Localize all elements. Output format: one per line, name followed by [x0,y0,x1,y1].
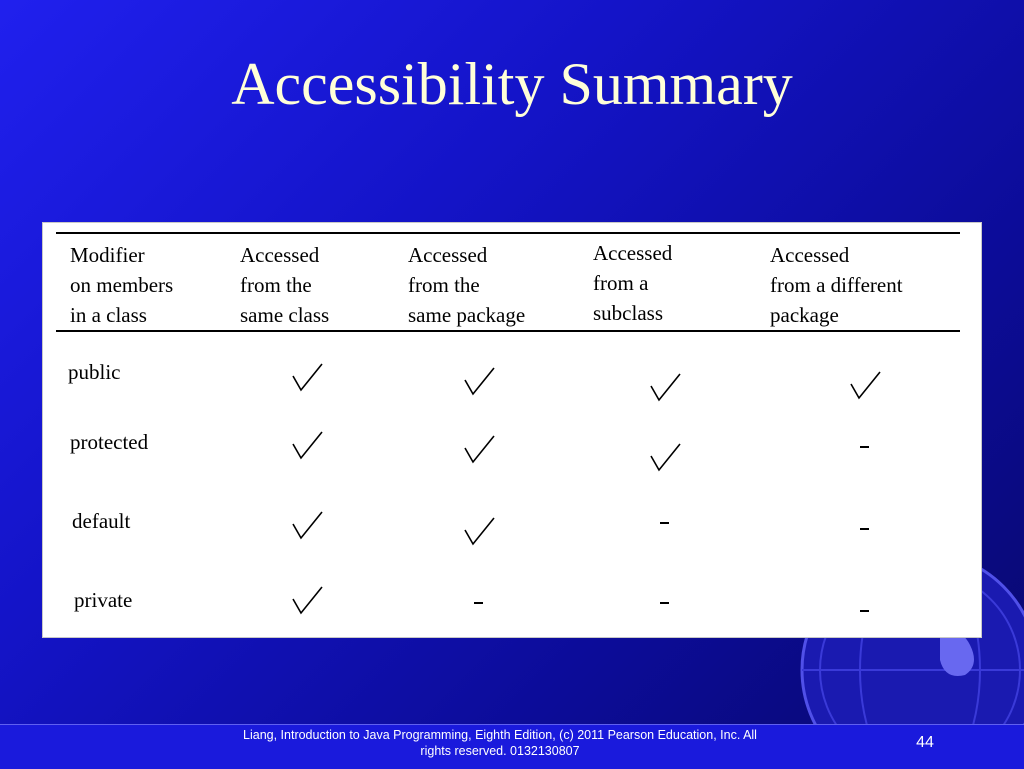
checkmark-icon [290,585,324,615]
checkmark-icon [290,430,324,460]
modifier-public: public [68,360,121,384]
dash-icon [860,610,869,612]
checkmark-icon [648,442,682,472]
column-header-line: from a different [770,273,903,297]
column-header-line: from the [240,273,312,297]
modifier-protected: protected [70,430,149,454]
footer-line-2: rights reserved. 0132130807 [420,744,580,758]
column-header-5 [770,240,903,330]
column-header-line: from a [593,271,649,295]
table-header-rule [56,330,960,332]
modifier-private: private [74,588,133,612]
column-header-line: Accessed [593,241,673,265]
column-header-line: same package [408,303,526,327]
column-header-line: from the [408,273,480,297]
column-header-2 [240,240,329,330]
column-header-line: Modifier [70,243,145,267]
column-header-line: on members [70,273,174,297]
table-top-rule [56,232,960,234]
column-header-line: Accessed [240,243,320,267]
column-header-1 [70,240,173,330]
dash-icon [660,522,669,524]
footer-line-1: Liang, Introduction to Java Programming, Eighth Edition, (c) 2011 Pearson Education, Inc. All [243,728,757,742]
dash-icon [660,602,669,604]
checkmark-icon [462,434,496,464]
column-header-line: same class [240,303,330,327]
checkmark-icon [290,362,324,392]
dash-icon [474,602,483,604]
checkmark-icon [848,370,882,400]
checkmark-icon [462,366,496,396]
column-header-3 [408,240,525,330]
page-number: 44 [916,734,934,751]
dash-icon [860,446,869,448]
modifier-default: default [72,509,131,533]
column-header-line: subclass [593,301,663,325]
checkmark-icon [290,510,324,540]
column-header-line: Accessed [770,243,850,267]
column-header-line: package [770,303,839,327]
column-header-line: Accessed [408,243,488,267]
checkmark-icon [462,516,496,546]
slide-title: Accessibility Summary [231,51,793,117]
checkmark-icon [648,372,682,402]
column-header-line: in a class [70,303,147,327]
column-header-4 [593,238,672,328]
footer-copyright [200,727,800,759]
dash-icon [860,528,869,530]
